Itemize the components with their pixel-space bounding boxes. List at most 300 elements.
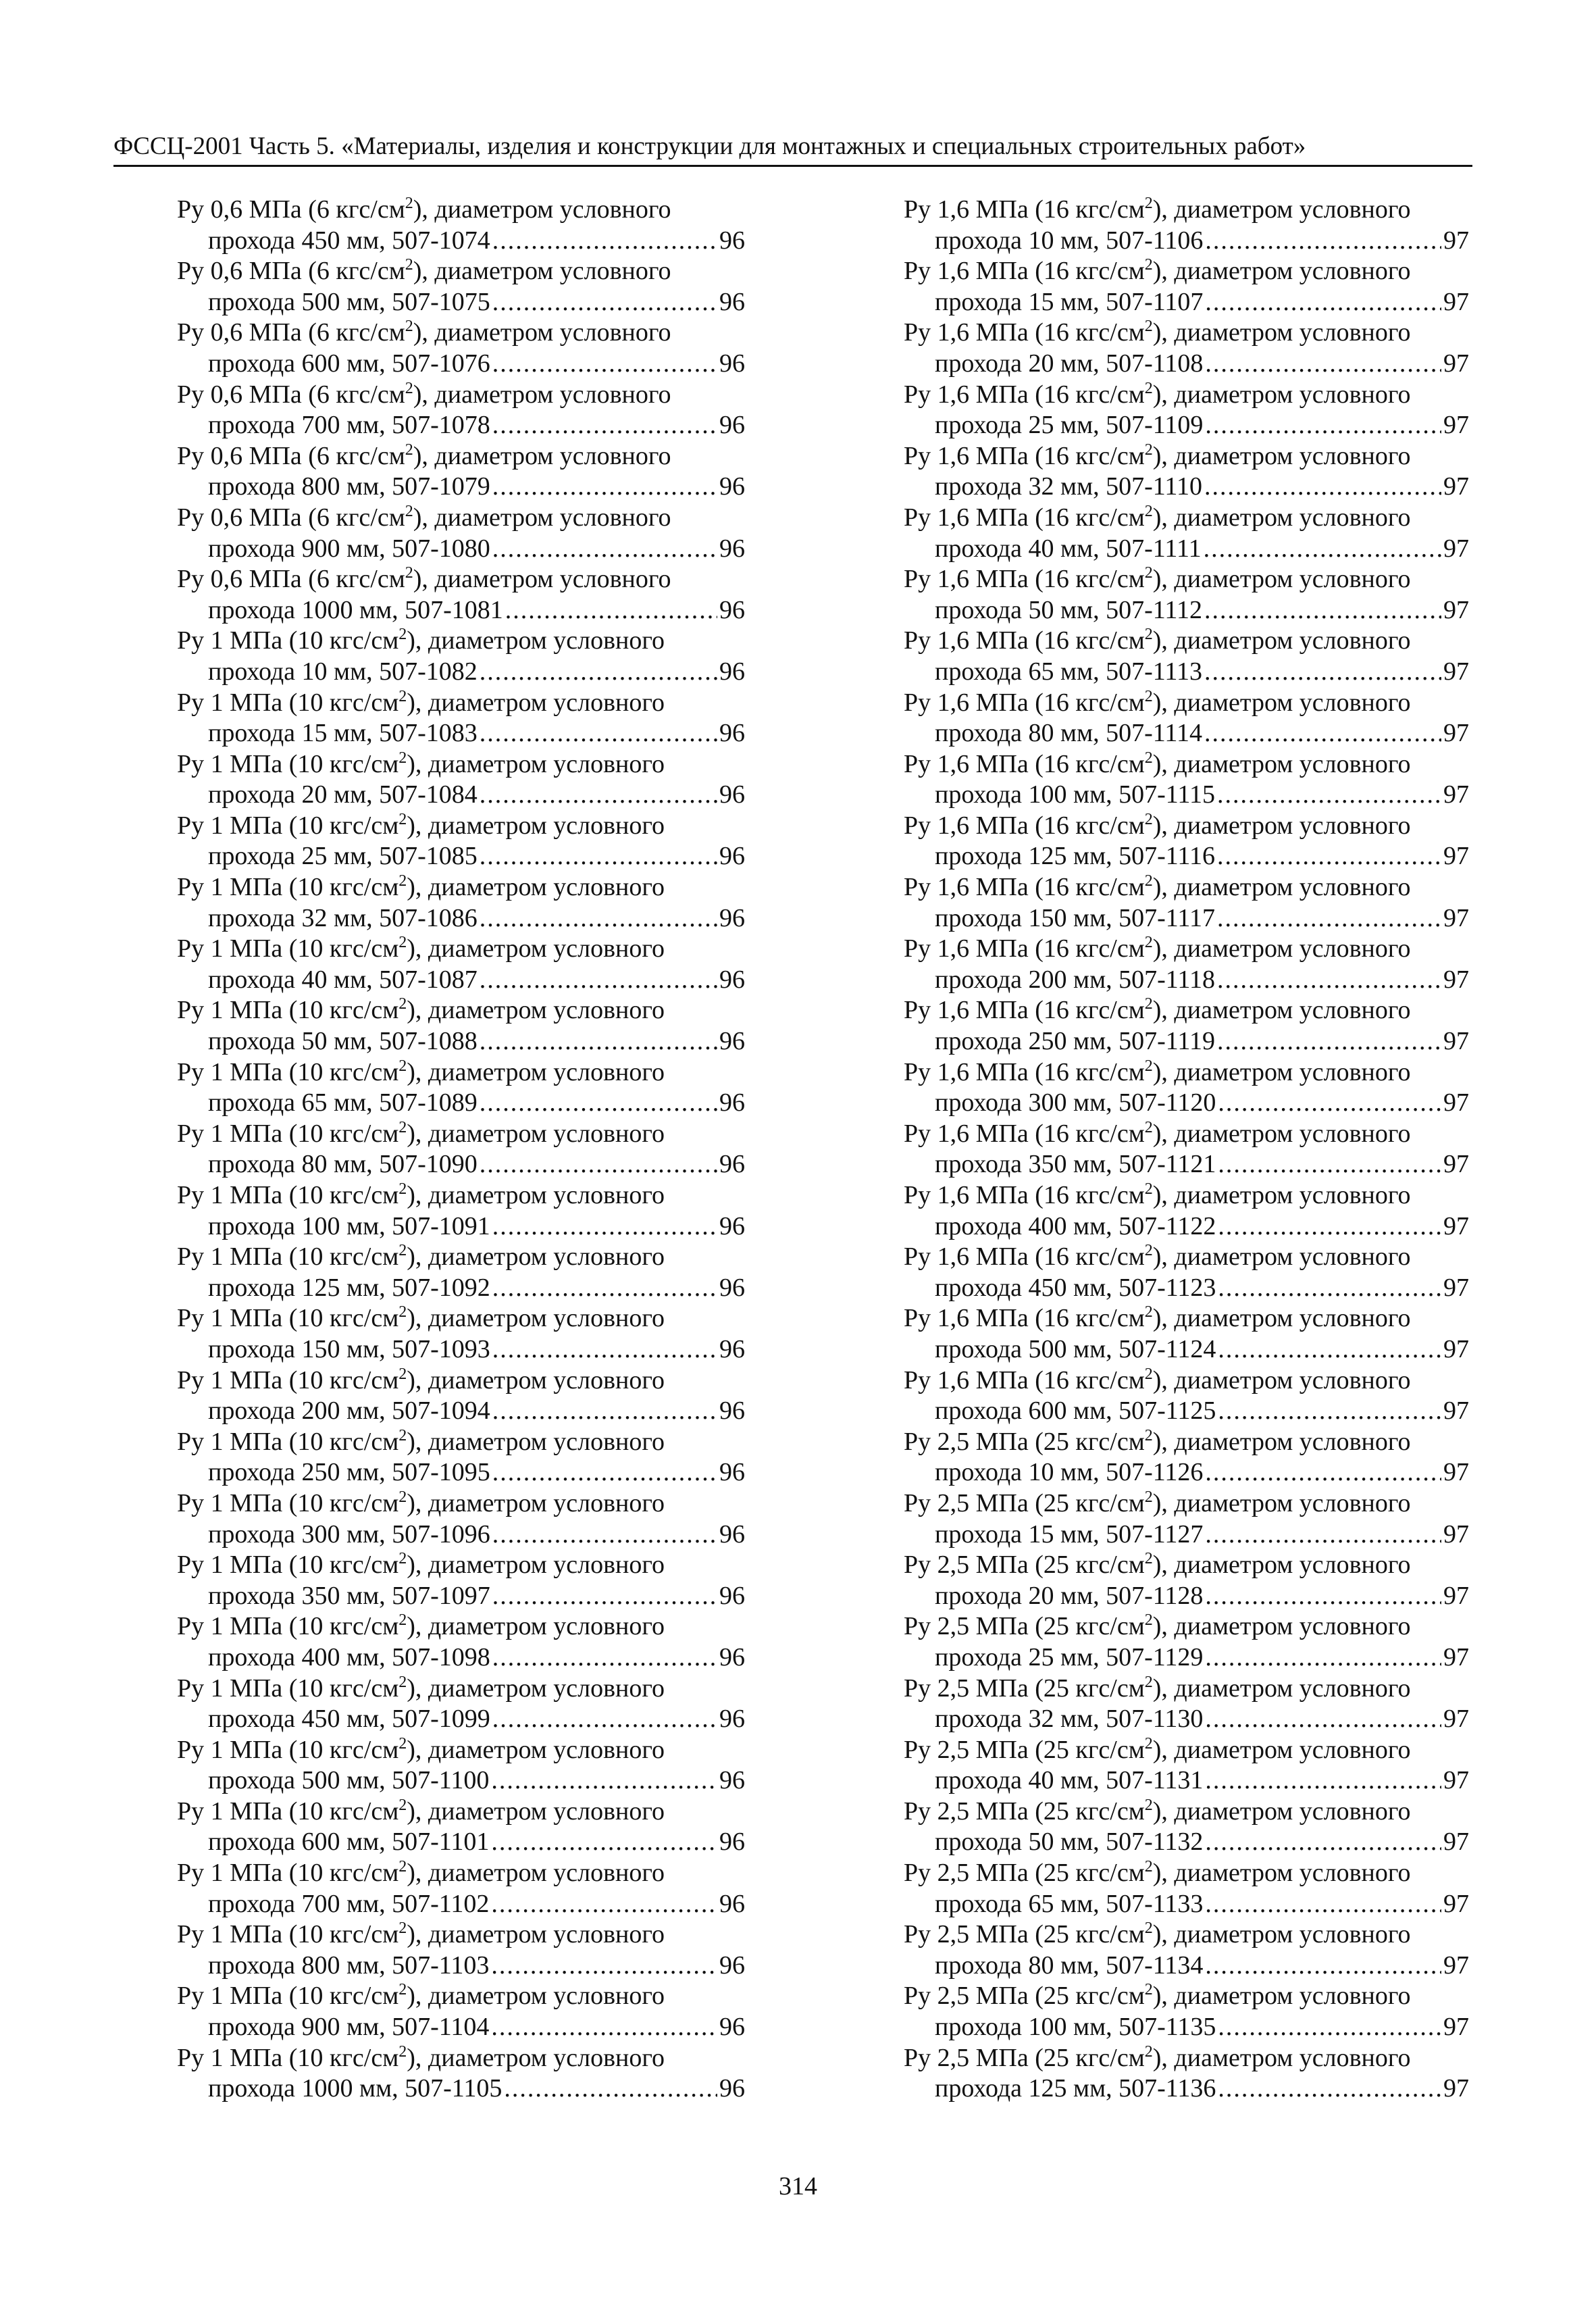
index-entry <box>177 1488 745 1550</box>
entry-pressure: Ру 0,6 МПа (6 кгс/см <box>177 503 405 532</box>
entry-detail: прохода 80 мм, 507-1090 <box>208 1150 478 1179</box>
entry-detail-line <box>208 1088 745 1119</box>
entry-detail-line <box>935 903 1469 934</box>
index-entry <box>177 256 745 318</box>
dot-leader <box>492 1273 717 1304</box>
entry-detail-line <box>935 1704 1469 1735</box>
index-entry <box>177 2043 745 2105</box>
dot-leader <box>491 1765 717 1796</box>
entry-pressure-rest: ), диаметром условного <box>407 1612 665 1641</box>
entry-detail: прохода 300 мм, 507-1120 <box>935 1088 1216 1117</box>
index-entry <box>177 1796 745 1858</box>
entry-pressure-exponent: 2 <box>1144 934 1153 952</box>
dot-leader <box>492 1396 717 1427</box>
entry-pressure: Ру 1,6 МПа (16 кгс/см <box>904 749 1145 778</box>
index-entry <box>177 626 745 687</box>
entry-page-number: 97 <box>1443 1150 1469 1179</box>
entry-pressure-exponent: 2 <box>398 1365 407 1383</box>
dot-leader <box>1205 1457 1441 1488</box>
index-entry <box>904 564 1469 626</box>
entry-pressure-line <box>177 1488 745 1519</box>
entry-pressure-exponent: 2 <box>1144 1365 1153 1383</box>
entry-pressure-rest: ), диаметром условного <box>407 1242 665 1272</box>
dot-leader <box>492 287 717 318</box>
entry-page-number: 96 <box>719 226 745 255</box>
index-entry <box>904 1119 1469 1180</box>
entry-pressure-line <box>177 441 745 472</box>
entry-pressure-exponent: 2 <box>398 1550 407 1568</box>
entry-pressure-line <box>177 811 745 842</box>
entry-page-number: 97 <box>1443 903 1469 932</box>
entry-detail-line <box>208 595 745 626</box>
entry-page-number: 96 <box>719 1519 745 1549</box>
entry-detail: прохода 15 мм, 507-1083 <box>208 719 478 748</box>
entry-pressure-rest: ), диаметром условного <box>407 1551 665 1580</box>
entry-detail: прохода 80 мм, 507-1114 <box>935 719 1202 748</box>
entry-pressure-rest: ), диаметром условного <box>407 1796 665 1826</box>
index-entry <box>177 1427 745 1488</box>
entry-detail: прохода 32 мм, 507-1086 <box>208 903 478 932</box>
entry-pressure: Ру 1 МПа (10 кгс/см <box>177 1551 399 1580</box>
entry-detail: прохода 900 мм, 507-1080 <box>208 534 490 563</box>
entry-pressure: Ру 1,6 МПа (16 кгс/см <box>904 626 1145 655</box>
entry-pressure-line <box>177 934 745 965</box>
entry-page-number: 96 <box>719 1458 745 1487</box>
index-entry <box>904 1611 1469 1673</box>
entry-page-number: 96 <box>719 1150 745 1179</box>
entry-pressure: Ру 1 МПа (10 кгс/см <box>177 2043 399 2072</box>
index-entry <box>904 872 1469 934</box>
entry-pressure-exponent: 2 <box>1144 1858 1153 1876</box>
dot-leader <box>492 1642 717 1674</box>
entry-page-number: 96 <box>719 1334 745 1363</box>
entry-pressure-line <box>177 2043 745 2074</box>
entry-pressure: Ру 1,6 МПа (16 кгс/см <box>904 1304 1145 1333</box>
entry-pressure-line <box>177 1427 745 1458</box>
entry-detail-line <box>935 718 1469 749</box>
entry-pressure-exponent: 2 <box>1144 749 1153 767</box>
entry-detail: прохода 600 мм, 507-1125 <box>935 1397 1216 1426</box>
entry-pressure: Ру 0,6 МПа (6 кгс/см <box>177 565 405 594</box>
entry-pressure-rest: ), диаметром условного <box>413 257 671 286</box>
entry-detail-line <box>935 1642 1469 1674</box>
entry-pressure-line <box>177 503 745 534</box>
entry-pressure: Ру 1,6 МПа (16 кгс/см <box>904 1181 1145 1209</box>
entry-pressure-line <box>177 1796 745 1828</box>
index-entry <box>904 1365 1469 1427</box>
index-entry <box>904 811 1469 872</box>
entry-pressure: Ру 1 МПа (10 кгс/см <box>177 934 399 963</box>
entry-page-number: 97 <box>1443 1642 1469 1671</box>
entry-pressure-line <box>904 1550 1469 1581</box>
entry-pressure: Ру 1 МПа (10 кгс/см <box>177 1859 399 1888</box>
entry-pressure-exponent: 2 <box>1144 872 1153 890</box>
entry-pressure-rest: ), диаметром условного <box>407 1181 665 1209</box>
entry-detail-line <box>935 780 1469 811</box>
entry-detail-line <box>935 841 1469 872</box>
entry-pressure-line <box>904 1057 1469 1088</box>
entry-pressure: Ру 1 МПа (10 кгс/см <box>177 1119 399 1148</box>
entry-pressure-exponent: 2 <box>1144 626 1153 644</box>
entry-pressure-exponent: 2 <box>1144 1611 1153 1630</box>
dot-leader <box>1217 965 1441 996</box>
entry-detail: прохода 100 мм, 507-1135 <box>935 2013 1216 2042</box>
entry-pressure: Ру 1,6 МПа (16 кгс/см <box>904 503 1145 532</box>
entry-pressure-exponent: 2 <box>1144 1919 1153 1938</box>
entry-pressure-exponent: 2 <box>398 810 407 828</box>
entry-pressure: Ру 1 МПа (10 кгс/см <box>177 1242 399 1272</box>
entry-pressure: Ру 1 МПа (10 кгс/см <box>177 1920 399 1949</box>
entry-pressure-exponent: 2 <box>1144 2042 1153 2061</box>
entry-detail: прохода 15 мм, 507-1127 <box>935 1519 1204 1549</box>
entry-pressure-rest: ), диаметром условного <box>407 1119 665 1148</box>
entry-pressure: Ру 2,5 МПа (25 кгс/см <box>904 1735 1145 1764</box>
entry-detail-line <box>208 2073 745 2105</box>
entry-pressure: Ру 2,5 МПа (25 кгс/см <box>904 1796 1145 1826</box>
entry-detail-line <box>208 1149 745 1180</box>
entry-detail-line <box>208 1026 745 1057</box>
entry-pressure-exponent: 2 <box>1144 564 1153 582</box>
entry-detail: прохода 125 мм, 507-1136 <box>935 2074 1216 2103</box>
entry-page-number: 97 <box>1443 1519 1469 1549</box>
entry-detail-line <box>935 2012 1469 2043</box>
entry-detail-line <box>208 287 745 318</box>
entry-pressure: Ру 1,6 МПа (16 кгс/см <box>904 934 1145 963</box>
entry-page-number: 96 <box>719 1642 745 1671</box>
entry-pressure: Ру 0,6 МПа (6 кгс/см <box>177 380 405 409</box>
entry-pressure-line <box>177 1919 745 1951</box>
entry-detail-line <box>935 1211 1469 1242</box>
entry-page-number: 97 <box>1443 226 1469 255</box>
index-entry <box>904 1981 1469 2042</box>
entry-detail-line <box>208 410 745 441</box>
entry-pressure-rest: ), диаметром условного <box>1152 318 1411 347</box>
dot-leader <box>1204 472 1441 503</box>
dot-leader <box>1205 1889 1441 1920</box>
dot-leader <box>1204 718 1441 749</box>
entry-detail: прохода 250 мм, 507-1095 <box>208 1458 490 1487</box>
index-entry <box>904 441 1469 503</box>
entry-detail-line <box>935 1273 1469 1304</box>
entry-page-number: 96 <box>719 349 745 378</box>
index-entry <box>904 380 1469 441</box>
entry-detail-line <box>208 1642 745 1674</box>
entry-page-number: 97 <box>1443 2013 1469 2042</box>
entry-pressure: Ру 1 МПа (10 кгс/см <box>177 1735 399 1764</box>
dot-leader <box>480 657 717 688</box>
entry-pressure-line <box>904 1303 1469 1334</box>
entry-pressure-rest: ), диаметром условного <box>407 1488 665 1517</box>
dot-leader <box>492 534 717 565</box>
index-entry <box>904 1242 1469 1303</box>
entry-pressure-exponent: 2 <box>398 1180 407 1198</box>
entry-pressure-exponent: 2 <box>1144 502 1153 520</box>
entry-pressure-line <box>904 749 1469 780</box>
entry-pressure-rest: ), диаметром условного <box>1152 1796 1411 1826</box>
entry-detail-line <box>935 1334 1469 1365</box>
entry-pressure-line <box>177 318 745 349</box>
entry-pressure: Ру 1 МПа (10 кгс/см <box>177 626 399 655</box>
index-entry <box>177 1735 745 1796</box>
dot-leader <box>505 595 717 626</box>
dot-leader <box>1218 1334 1441 1365</box>
entry-pressure-rest: ), диаметром условного <box>407 688 665 717</box>
index-entry <box>177 811 745 872</box>
entry-detail: прохода 15 мм, 507-1107 <box>935 287 1204 316</box>
entry-pressure-exponent: 2 <box>1144 995 1153 1013</box>
index-entry <box>177 995 745 1057</box>
entry-detail: прохода 400 мм, 507-1122 <box>935 1211 1216 1240</box>
entry-detail-line <box>208 2012 745 2043</box>
index-column-left <box>177 195 745 2105</box>
entry-pressure-exponent: 2 <box>398 749 407 767</box>
index-entry <box>177 1919 745 1981</box>
entry-pressure-exponent: 2 <box>405 379 413 397</box>
dot-leader <box>492 1211 717 1242</box>
entry-pressure-exponent: 2 <box>398 1673 407 1691</box>
entry-pressure-exponent: 2 <box>1144 1734 1153 1753</box>
entry-pressure: Ру 2,5 МПа (25 кгс/см <box>904 1859 1145 1888</box>
entry-detail: прохода 50 мм, 507-1088 <box>208 1027 478 1056</box>
entry-pressure-exponent: 2 <box>1144 441 1153 459</box>
dot-leader <box>1204 657 1441 688</box>
dot-leader <box>491 1889 717 1920</box>
entry-pressure: Ру 1,6 МПа (16 кгс/см <box>904 1242 1145 1272</box>
dot-leader <box>492 410 717 441</box>
dot-leader <box>1218 1396 1441 1427</box>
index-entry <box>177 872 745 934</box>
index-entry <box>177 1057 745 1119</box>
entry-pressure-exponent: 2 <box>1144 1118 1153 1136</box>
entry-pressure-line <box>904 1981 1469 2012</box>
entry-pressure-line <box>177 1674 745 1705</box>
entry-pressure-line <box>904 1427 1469 1458</box>
entry-pressure-exponent: 2 <box>1144 1488 1153 1506</box>
entry-pressure-line <box>177 380 745 411</box>
entry-detail: прохода 700 мм, 507-1102 <box>208 1889 490 1918</box>
entry-detail-line <box>208 1827 745 1858</box>
entry-pressure-exponent: 2 <box>398 1734 407 1753</box>
entry-detail: прохода 20 мм, 507-1084 <box>208 780 478 809</box>
entry-pressure-rest: ), диаметром условного <box>1152 1551 1411 1580</box>
entry-page-number: 96 <box>719 1766 745 1795</box>
entry-detail: прохода 10 мм, 507-1082 <box>208 657 478 686</box>
index-entry <box>904 1919 1469 1981</box>
entry-detail-line <box>935 1765 1469 1796</box>
entry-pressure-line <box>904 1919 1469 1951</box>
entry-detail: прохода 400 мм, 507-1098 <box>208 1642 490 1671</box>
entry-detail-line <box>208 1334 745 1365</box>
entry-pressure-rest: ), диаметром условного <box>1152 626 1411 655</box>
entry-pressure-rest: ), диаметром условного <box>407 873 665 902</box>
entry-page-number: 96 <box>719 534 745 563</box>
entry-pressure: Ру 2,5 МПа (25 кгс/см <box>904 1488 1145 1517</box>
entry-detail-line <box>935 287 1469 318</box>
entry-pressure: Ру 2,5 МПа (25 кгс/см <box>904 1674 1145 1703</box>
index-entry <box>904 256 1469 318</box>
entry-pressure-exponent: 2 <box>405 441 413 459</box>
entry-pressure-exponent: 2 <box>398 1858 407 1876</box>
entry-pressure: Ру 2,5 МПа (25 кгс/см <box>904 1427 1145 1456</box>
entry-pressure-line <box>904 1796 1469 1828</box>
dot-leader <box>1218 2012 1441 2043</box>
entry-pressure-line <box>904 1180 1469 1211</box>
index-entry <box>904 2043 1469 2105</box>
entry-page-number: 97 <box>1443 472 1469 501</box>
entry-pressure-rest: ), диаметром условного <box>413 195 671 224</box>
entry-pressure-line <box>904 195 1469 226</box>
entry-page-number: 96 <box>719 1951 745 1980</box>
index-entry <box>177 1119 745 1180</box>
dot-leader <box>1205 1704 1441 1735</box>
entry-pressure: Ру 0,6 МПа (6 кгс/см <box>177 441 405 470</box>
index-entry <box>904 1488 1469 1550</box>
index-entry <box>177 195 745 256</box>
entry-detail-line <box>208 1765 745 1796</box>
entry-detail: прохода 32 мм, 507-1130 <box>935 1705 1204 1734</box>
entry-pressure-exponent: 2 <box>398 2042 407 2061</box>
dot-leader <box>480 965 717 996</box>
entry-pressure-rest: ), диаметром условного <box>1152 195 1411 224</box>
index-entry <box>904 195 1469 256</box>
entry-detail-line <box>935 1088 1469 1119</box>
entry-detail: прохода 100 мм, 507-1115 <box>935 780 1215 809</box>
entry-page-number: 97 <box>1443 1211 1469 1240</box>
entry-pressure-exponent: 2 <box>398 1242 407 1260</box>
entry-pressure-exponent: 2 <box>398 1118 407 1136</box>
entry-detail-line <box>208 472 745 503</box>
entry-pressure-exponent: 2 <box>398 626 407 644</box>
dot-leader <box>1218 1149 1441 1180</box>
entry-page-number: 97 <box>1443 842 1469 871</box>
entry-pressure: Ру 1,6 МПа (16 кгс/см <box>904 811 1145 840</box>
entry-detail: прохода 50 мм, 507-1132 <box>935 1828 1204 1857</box>
entry-detail-line <box>208 1396 745 1427</box>
entry-detail-line <box>935 1581 1469 1612</box>
entry-pressure-rest: ), диаметром условного <box>407 811 665 840</box>
entry-pressure-line <box>904 1674 1469 1705</box>
dot-leader <box>1205 410 1441 441</box>
entry-pressure-line <box>177 256 745 287</box>
index-entry <box>904 318 1469 379</box>
dot-leader <box>480 841 717 872</box>
entry-pressure-rest: ), диаметром условного <box>1152 1920 1411 1949</box>
entry-pressure: Ру 1 МПа (10 кгс/см <box>177 1181 399 1209</box>
entry-pressure-rest: ), диаметром условного <box>407 626 665 655</box>
entry-page-number: 97 <box>1443 1705 1469 1734</box>
entry-pressure-exponent: 2 <box>398 687 407 705</box>
entry-pressure-exponent: 2 <box>1144 1673 1153 1691</box>
entry-detail: прохода 40 мм, 507-1111 <box>935 534 1202 563</box>
index-entry <box>904 1674 1469 1735</box>
entry-detail: прохода 700 мм, 507-1078 <box>208 411 490 440</box>
entry-pressure-exponent: 2 <box>1144 1426 1153 1444</box>
entry-pressure-rest: ), диаметром условного <box>413 318 671 347</box>
entry-pressure-exponent: 2 <box>1144 1057 1153 1075</box>
entry-pressure-rest: ), диаметром условного <box>413 380 671 409</box>
entry-detail: прохода 65 мм, 507-1133 <box>935 1889 1204 1918</box>
dot-leader <box>480 718 717 749</box>
entry-pressure-exponent: 2 <box>405 502 413 520</box>
entry-pressure-rest: ), диаметром условного <box>1152 257 1411 286</box>
entry-pressure-rest: ), диаметром условного <box>407 1427 665 1456</box>
index-entry <box>177 1674 745 1735</box>
entry-page-number: 96 <box>719 287 745 316</box>
entry-pressure-rest: ), диаметром условного <box>407 934 665 963</box>
page-number: 314 <box>779 2172 817 2200</box>
entry-pressure-line <box>177 1303 745 1334</box>
entry-page-number: 97 <box>1443 349 1469 378</box>
entry-detail: прохода 350 мм, 507-1121 <box>935 1150 1216 1179</box>
entry-pressure-rest: ), диаметром условного <box>1152 1119 1411 1148</box>
entry-pressure-exponent: 2 <box>1144 810 1153 828</box>
entry-pressure-rest: ), диаметром условного <box>1152 873 1411 902</box>
dot-leader <box>480 1149 717 1180</box>
entry-pressure: Ру 2,5 МПа (25 кгс/см <box>904 1982 1145 2011</box>
entry-detail: прохода 200 мм, 507-1094 <box>208 1397 490 1426</box>
entry-page-number: 96 <box>719 1705 745 1734</box>
index-entry <box>904 1550 1469 1611</box>
entry-pressure-exponent: 2 <box>1144 687 1153 705</box>
entry-pressure-rest: ), диаметром условного <box>407 1057 665 1086</box>
entry-pressure-line <box>904 688 1469 719</box>
entry-pressure-rest: ), диаметром условного <box>1152 565 1411 594</box>
dot-leader <box>480 1088 717 1119</box>
entry-pressure-line <box>904 1365 1469 1397</box>
index-column-right <box>904 195 1469 2105</box>
index-entry <box>177 503 745 564</box>
entry-pressure-line <box>904 1119 1469 1150</box>
entry-pressure: Ру 1 МПа (10 кгс/см <box>177 1304 399 1333</box>
entry-page-number: 96 <box>719 472 745 501</box>
entry-pressure-line <box>904 626 1469 657</box>
entry-detail: прохода 20 мм, 507-1128 <box>935 1581 1204 1610</box>
entry-detail: прохода 50 мм, 507-1112 <box>935 595 1202 624</box>
entry-detail-line <box>208 1457 745 1488</box>
entry-detail: прохода 65 мм, 507-1113 <box>935 657 1202 686</box>
entry-pressure-rest: ), диаметром условного <box>413 441 671 470</box>
entry-pressure: Ру 1 МПа (10 кгс/см <box>177 1057 399 1086</box>
entry-page-number: 97 <box>1443 1951 1469 1980</box>
entry-detail: прохода 500 мм, 507-1100 <box>208 1766 490 1795</box>
entry-page-number: 96 <box>719 1211 745 1240</box>
index-entry <box>904 995 1469 1057</box>
entry-detail: прохода 900 мм, 507-1104 <box>208 2013 490 2042</box>
entry-detail-line <box>935 1889 1469 1920</box>
entry-detail-line <box>935 1149 1469 1180</box>
entry-pressure: Ру 1 МПа (10 кгс/см <box>177 1612 399 1641</box>
entry-pressure: Ру 1,6 МПа (16 кгс/см <box>904 1057 1145 1086</box>
entry-detail-line <box>208 226 745 257</box>
entry-pressure-rest: ), диаметром условного <box>1152 934 1411 963</box>
entry-pressure-rest: ), диаметром условного <box>1152 1674 1411 1703</box>
entry-pressure-line <box>904 934 1469 965</box>
index-entry <box>904 626 1469 687</box>
entry-detail-line <box>208 534 745 565</box>
entry-pressure-exponent: 2 <box>405 256 413 274</box>
entry-pressure-exponent: 2 <box>1144 1180 1153 1198</box>
entry-detail-line <box>208 1889 745 1920</box>
entry-detail-line <box>935 965 1469 996</box>
entry-detail-line <box>208 349 745 380</box>
entry-detail-line <box>935 2073 1469 2105</box>
entry-pressure-line <box>177 1981 745 2012</box>
entry-detail: прохода 125 мм, 507-1092 <box>208 1273 490 1302</box>
entry-detail-line <box>208 1704 745 1735</box>
entry-pressure: Ру 1,6 МПа (16 кгс/см <box>904 688 1145 717</box>
entry-pressure: Ру 2,5 МПа (25 кгс/см <box>904 1920 1145 1949</box>
index-entry <box>904 1735 1469 1796</box>
